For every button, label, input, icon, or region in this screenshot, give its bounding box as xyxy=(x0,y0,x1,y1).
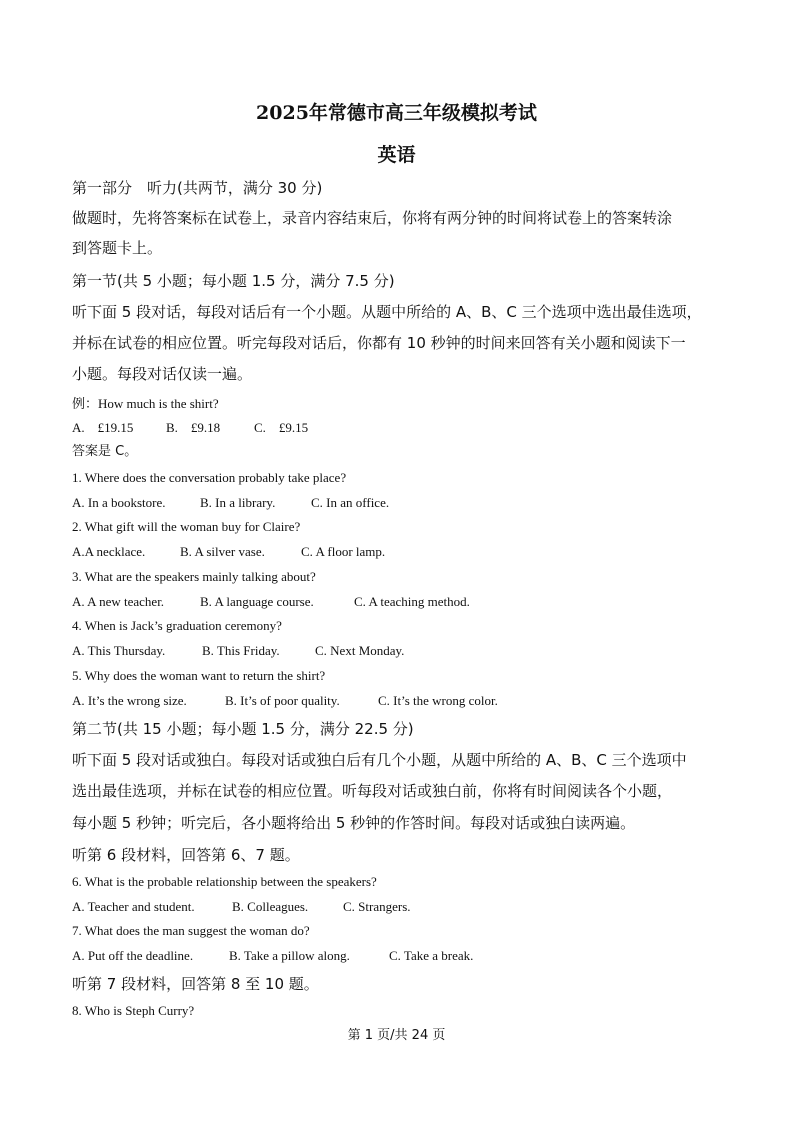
question-3-option-b: B. A language course. xyxy=(200,594,314,609)
question-6: 6. What is the probable relationship between the speakers? xyxy=(72,874,377,889)
example-answer: 答案是 C。 xyxy=(72,444,138,459)
question-7-option-a: A. Put off the deadline. xyxy=(72,948,194,963)
question-1: 1. Where does the conversation probably take place? xyxy=(72,470,347,485)
section1-heading: 第一节(共 5 小题；每小题 1.5 分，满分 7.5 分) xyxy=(72,272,395,290)
section1-instruction-line3: 小题。每段对话仅读一遍。 xyxy=(72,365,253,383)
subject-title: 英语 xyxy=(377,144,416,166)
example-option-a: A. £19.15 xyxy=(72,420,134,435)
question-5-option-b: B. It’s of poor quality. xyxy=(225,693,340,708)
section2-instruction-line2: 选出最佳选项，并标在试卷的相应位置。听每段对话或独白前，你将有时间阅读各个小题， xyxy=(72,782,673,800)
question-2-option-b: B. A silver vase. xyxy=(180,544,265,559)
question-3-option-c: C. A teaching method. xyxy=(354,594,470,609)
question-1-option-c: C. In an office. xyxy=(311,495,390,510)
page-footer: 第 1 页/共 24 页 xyxy=(347,1028,446,1043)
question-6-option-a: A. Teacher and student. xyxy=(72,899,195,914)
section2-heading: 第二节(共 15 小题；每小题 1.5 分，满分 22.5 分) xyxy=(72,720,414,738)
question-7-option-c: C. Take a break. xyxy=(389,948,474,963)
question-2-option-c: C. A floor lamp. xyxy=(301,544,386,559)
question-1-option-a: A. In a bookstore. xyxy=(72,495,166,510)
section1-instruction-line2: 并标在试卷的相应位置。听完每段对话后，你都有 10 秒钟的时间来回答有关小题和阅读下一 xyxy=(72,334,686,352)
question-7-option-b: B. Take a pillow along. xyxy=(229,948,350,963)
question-2-option-a: A.A necklace. xyxy=(72,544,146,559)
part1-instruction-line1: 做题时，先将答案标在试卷上，录音内容结束后，你将有两分钟的时间将试卷上的答案转涂 xyxy=(72,209,673,227)
section2-instruction-line1: 听下面 5 段对话或独白。每段对话或独白后有几个小题，从题中所给的 A、B、C 三个选项中 xyxy=(72,751,687,769)
part1-heading: 第一部分 听力(共两节，满分 30 分) xyxy=(72,179,323,197)
material-7-heading: 听第 7 段材料，回答第 8 至 10 题。 xyxy=(72,975,319,993)
question-5-option-a: A. It’s the wrong size. xyxy=(72,693,187,708)
question-4: 4. When is Jack’s graduation ceremony? xyxy=(72,618,282,633)
question-7: 7. What does the man suggest the woman do? xyxy=(72,923,310,938)
example-option-b: B. £9.18 xyxy=(166,420,221,435)
question-8: 8. Who is Steph Curry? xyxy=(72,1003,195,1018)
example-question: 例：How much is the shirt? xyxy=(72,396,219,411)
question-3-option-a: A. A new teacher. xyxy=(72,594,165,609)
question-1-option-b: B. In a library. xyxy=(200,495,276,510)
question-2: 2. What gift will the woman buy for Claire? xyxy=(72,519,301,534)
question-4-option-a: A. This Thursday. xyxy=(72,643,166,658)
question-4-option-c: C. Next Monday. xyxy=(315,643,405,658)
question-5-option-c: C. It’s the wrong color. xyxy=(378,693,498,708)
question-5: 5. Why does the woman want to return the shirt? xyxy=(72,668,326,683)
section2-instruction-line3: 每小题 5 秒钟；听完后，各小题将给出 5 秒钟的作答时间。每段对话或独白读两遍。 xyxy=(72,814,636,832)
part1-instruction-line2: 到答题卡上。 xyxy=(72,239,163,257)
material-6-heading: 听第 6 段材料，回答第 6、7 题。 xyxy=(72,846,300,864)
exam-title: 2025年常德市高三年级模拟考试 xyxy=(256,102,537,124)
question-6-option-b: B. Colleagues. xyxy=(232,899,309,914)
question-4-option-b: B. This Friday. xyxy=(202,643,280,658)
question-3: 3. What are the speakers mainly talking about? xyxy=(72,569,316,584)
section1-instruction-line1: 听下面 5 段对话，每段对话后有一个小题。从题中所给的 A、B、C 三个选项中选出最佳选项， xyxy=(72,303,702,321)
question-6-option-c: C. Strangers. xyxy=(343,899,411,914)
example-option-c: C. £9.15 xyxy=(254,420,309,435)
